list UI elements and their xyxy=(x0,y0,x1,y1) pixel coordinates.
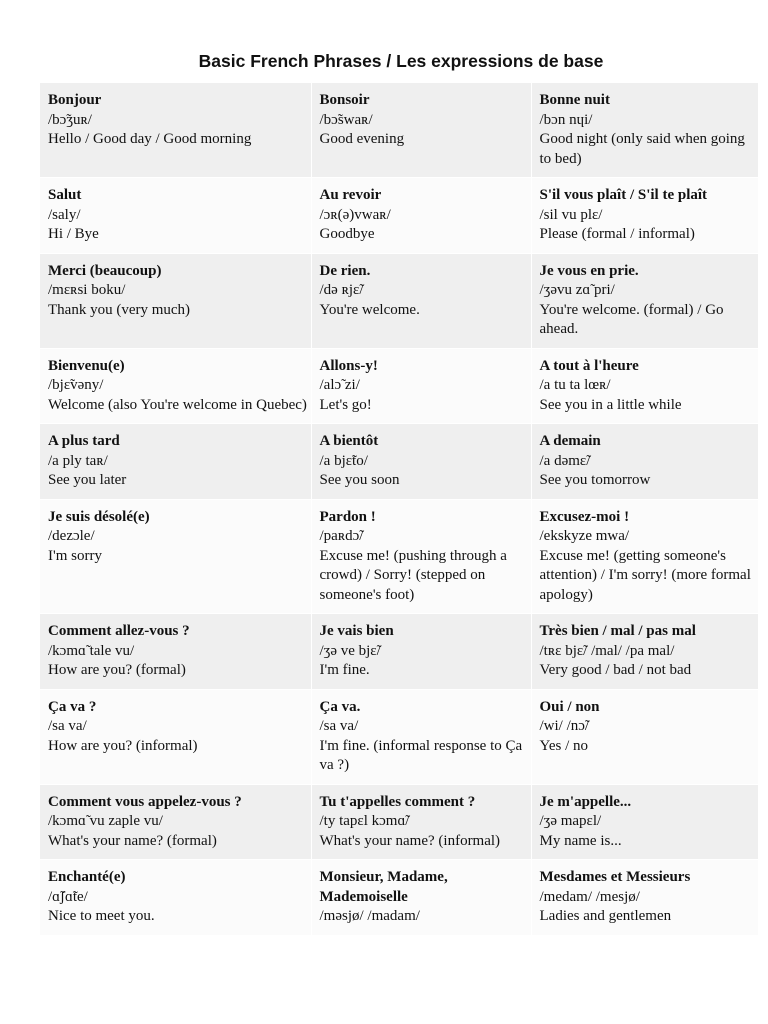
english-translation: Please (formal / informal) xyxy=(539,226,695,242)
french-phrase: Monsieur, Madame, Mademoiselle xyxy=(319,869,448,905)
english-translation: You're welcome. xyxy=(319,301,420,318)
phrase-cell xyxy=(40,689,311,784)
french-phrase: Salut xyxy=(48,187,82,203)
pronunciation: /məsjø/ /madam/ xyxy=(319,908,420,924)
pronunciation: /sa va/ xyxy=(319,718,359,734)
phrase-cell xyxy=(40,860,311,936)
pronunciation: /ɑ̃ʃɑ̃te/ xyxy=(48,888,88,905)
phrase-cell xyxy=(311,83,531,178)
french-phrase: A demain xyxy=(539,433,601,449)
french-phrase: Oui / non xyxy=(539,698,600,715)
french-phrase: Bonjour xyxy=(48,92,102,108)
pronunciation: /bɔ̃swaʀ/ xyxy=(319,111,373,128)
french-phrase: S'il vous plaît / S'il te plaît xyxy=(539,187,708,203)
french-phrase: Merci (beaucoup) xyxy=(48,262,162,279)
english-translation: Hi / Bye xyxy=(48,226,99,242)
pronunciation: /mɛʀsi boku/ xyxy=(48,282,126,298)
english-translation: See you soon xyxy=(319,472,400,488)
phrase-cell xyxy=(531,499,758,614)
table-row xyxy=(40,784,758,860)
phrase-cell xyxy=(40,614,311,690)
french-phrase: De rien. xyxy=(319,262,371,279)
english-translation: Good night (only said when going to bed) xyxy=(539,131,745,167)
phrase-cell xyxy=(40,499,311,614)
french-phrase: Enchanté(e) xyxy=(48,869,126,885)
phrase-cell xyxy=(311,860,531,936)
phrase-cell xyxy=(40,348,311,424)
english-translation: Welcome (also You're welcome in Quebec) xyxy=(48,396,307,413)
pronunciation: /wi/ /nɔ̃/ xyxy=(539,718,590,734)
pronunciation: /dezɔle/ xyxy=(48,528,95,544)
pronunciation: /ɔʀ(ə)vwaʀ/ xyxy=(319,206,391,223)
phrase-cell xyxy=(531,253,758,348)
english-translation: I'm sorry xyxy=(48,547,102,564)
english-translation: What's your name? (formal) xyxy=(48,832,217,849)
french-phrase: Je vous en prie. xyxy=(539,262,639,279)
pronunciation: /kɔmɑ̃ tale vu/ xyxy=(48,642,135,659)
table-row xyxy=(40,424,758,500)
english-translation: Very good / bad / not bad xyxy=(539,662,692,678)
english-translation: What's your name? (informal) xyxy=(319,832,501,849)
english-translation: How are you? (formal) xyxy=(48,662,186,678)
french-phrase: Tu t'appelles comment ? xyxy=(319,793,476,810)
french-phrase: Comment allez-vous ? xyxy=(48,623,190,639)
phrase-cell xyxy=(311,348,531,424)
pronunciation: /də ʀjɛ̃/ xyxy=(319,282,364,298)
english-translation: See you in a little while xyxy=(539,396,682,413)
french-phrase: Allons-y! xyxy=(319,357,378,374)
pronunciation: /bɔn nɥi/ xyxy=(539,111,593,128)
table-row xyxy=(40,499,758,614)
phrase-cell xyxy=(531,178,758,254)
pronunciation: /sa va/ xyxy=(48,718,87,734)
french-phrase: Comment vous appelez-vous ? xyxy=(48,793,242,810)
english-translation: I'm fine. xyxy=(319,662,370,678)
french-phrase: Pardon ! xyxy=(319,508,376,525)
english-translation: Ladies and gentlemen xyxy=(539,908,672,924)
phrase-cell xyxy=(40,83,311,178)
table-row xyxy=(40,614,758,690)
phrase-cell xyxy=(311,499,531,614)
pronunciation: /ekskyze mwa/ xyxy=(539,528,630,544)
english-translation: Excuse me! (getting someone's attention) / I'm sorry! (more formal apology) xyxy=(539,547,751,603)
french-phrase: Bonsoir xyxy=(319,92,370,108)
english-translation: See you later xyxy=(48,472,127,488)
french-phrase: Mesdames et Messieurs xyxy=(539,869,691,885)
french-phrase: Ça va. xyxy=(319,698,361,715)
english-translation: I'm fine. (informal response to Ça va ?) xyxy=(319,737,523,773)
pronunciation: /paʀdɔ̃/ xyxy=(319,528,364,544)
phrase-cell xyxy=(531,784,758,860)
french-phrase: Très bien / mal / pas mal xyxy=(539,623,696,639)
pronunciation: /a ply taʀ/ xyxy=(48,452,108,469)
english-translation: Good evening xyxy=(319,131,405,147)
pronunciation: /ʒə mapɛl/ xyxy=(539,813,602,829)
phrase-cell xyxy=(531,614,758,690)
table-row xyxy=(40,178,758,254)
phrase-cell xyxy=(40,784,311,860)
phrase-table-body xyxy=(40,83,758,935)
english-translation: Goodbye xyxy=(319,226,375,242)
pronunciation: /a dəmɛ̃/ xyxy=(539,452,591,469)
phrase-cell xyxy=(311,689,531,784)
phrase-cell xyxy=(40,178,311,254)
page-title: Basic French Phrases / Les expressions de base xyxy=(198,51,604,71)
pronunciation: /a bjɛ̃to/ xyxy=(319,452,368,469)
english-translation: See you tomorrow xyxy=(539,472,651,488)
table-row xyxy=(40,860,758,936)
french-phrase: Ça va ? xyxy=(48,698,97,715)
phrase-cell xyxy=(40,424,311,500)
french-phrase: Au revoir xyxy=(319,187,382,203)
french-phrase: Je suis désolé(e) xyxy=(48,508,150,525)
english-translation: How are you? (informal) xyxy=(48,737,198,754)
pronunciation: /medam/ /mesjø/ xyxy=(539,888,640,905)
table-row xyxy=(40,689,758,784)
english-translation: Yes / no xyxy=(539,737,588,754)
phrase-cell xyxy=(531,348,758,424)
pronunciation: /tʀɛ bjɛ̃/ /mal/ /pa mal/ xyxy=(539,642,675,659)
french-phrase: Je vais bien xyxy=(319,623,394,639)
pronunciation: /a tu ta lœʀ/ xyxy=(539,377,611,393)
phrase-cell xyxy=(531,689,758,784)
french-phrase: Excusez-moi ! xyxy=(539,508,630,525)
pronunciation: /sil vu plɛ/ xyxy=(539,206,603,223)
phrase-cell xyxy=(311,424,531,500)
phrase-cell xyxy=(531,860,758,936)
french-phrase: Bonne nuit xyxy=(539,92,610,108)
english-translation: Excuse me! (pushing through a crowd) / Sorry! (stepped on someone's foot) xyxy=(319,547,507,603)
french-phrase: Bienvenu(e) xyxy=(48,357,125,374)
english-translation: Thank you (very much) xyxy=(48,301,191,318)
french-phrase: Je m'appelle... xyxy=(539,793,632,810)
phrase-table xyxy=(40,83,759,936)
table-row xyxy=(40,253,758,348)
english-translation: Hello / Good day / Good morning xyxy=(48,131,252,147)
pronunciation: /ʒəvu zɑ̃ pri/ xyxy=(539,282,615,298)
pronunciation: /saly/ xyxy=(48,206,81,223)
table-row xyxy=(40,348,758,424)
phrase-cell xyxy=(311,614,531,690)
english-translation: Let's go! xyxy=(319,396,372,413)
french-phrase: A plus tard xyxy=(48,433,120,449)
phrase-cell xyxy=(311,253,531,348)
phrase-cell xyxy=(40,253,311,348)
french-phrase: A bientôt xyxy=(319,433,379,449)
phrase-cell xyxy=(311,784,531,860)
pronunciation: /alɔ̃ zi/ xyxy=(319,377,360,393)
phrase-cell xyxy=(531,424,758,500)
pronunciation: /kɔmɑ̃ vu zaple vu/ xyxy=(48,813,163,829)
phrase-cell xyxy=(531,83,758,178)
pronunciation: /ʒə ve bjɛ̃/ xyxy=(319,642,381,659)
english-translation: My name is... xyxy=(539,832,622,849)
table-row xyxy=(40,83,758,178)
french-phrase: A tout à l'heure xyxy=(539,357,639,374)
pronunciation: /bjɛ̃vəny/ xyxy=(48,377,104,393)
pronunciation: /bɔ̃ʒuʀ/ xyxy=(48,111,92,128)
english-translation: Nice to meet you. xyxy=(48,908,155,924)
english-translation: You're welcome. (formal) / Go ahead. xyxy=(539,301,724,337)
phrase-cell xyxy=(311,178,531,254)
pronunciation: /ty tapɛl kɔmɑ̃/ xyxy=(319,813,410,829)
